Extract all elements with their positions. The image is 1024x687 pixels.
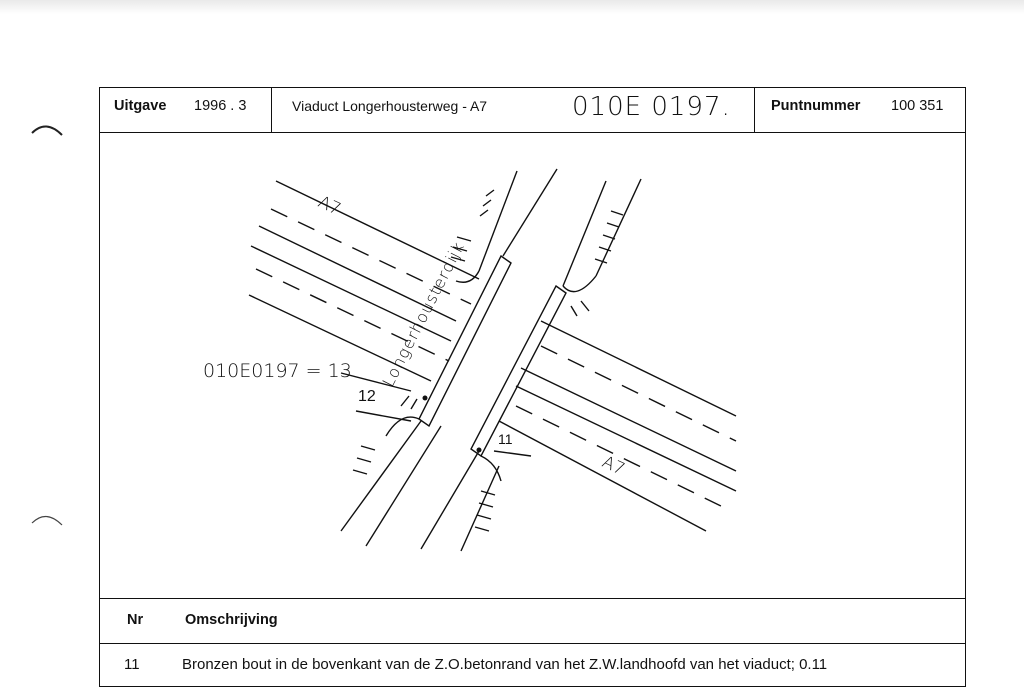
puntnummer-cell: [755, 88, 967, 132]
column-header-omschrijving: Omschrijving: [185, 612, 278, 628]
uitgave-cell: [100, 88, 272, 132]
cross-road-label: Longerhousterdijk: [378, 238, 469, 390]
row-description: Bronzen bout in de bovenkant van de Z.O.betonrand van het Z.W.landhoofd van het viaduct; 0.11: [182, 656, 828, 673]
document-frame: [99, 87, 966, 687]
table-row: [100, 644, 965, 684]
column-header-nr: Nr: [127, 612, 144, 628]
point-label-12: 12: [358, 388, 376, 405]
scan-shadow: [0, 0, 1024, 14]
handwritten-code: 010E 0197.: [572, 92, 731, 122]
uitgave-value: 1996 . 3: [194, 98, 247, 114]
table-header-row: [100, 598, 965, 644]
point-label-11: 11: [498, 431, 513, 447]
road-label-a7-bottom: A7: [598, 452, 628, 480]
header-row: [100, 88, 965, 133]
row-nr: 11: [124, 656, 140, 673]
punch-hole-mark-top: [28, 115, 68, 145]
handwritten-annotation: 010E0197 = 13: [203, 360, 352, 382]
page-title: Viaduct Longerhousterweg - A7: [292, 98, 488, 114]
punch-hole-mark-bottom: [28, 505, 68, 535]
puntnummer-label: Puntnummer: [771, 98, 861, 114]
title-cell: [272, 88, 755, 132]
uitgave-label: Uitgave: [114, 98, 167, 114]
puntnummer-value: 100 351: [891, 98, 944, 114]
road-label-a7-top: A7: [314, 192, 344, 220]
